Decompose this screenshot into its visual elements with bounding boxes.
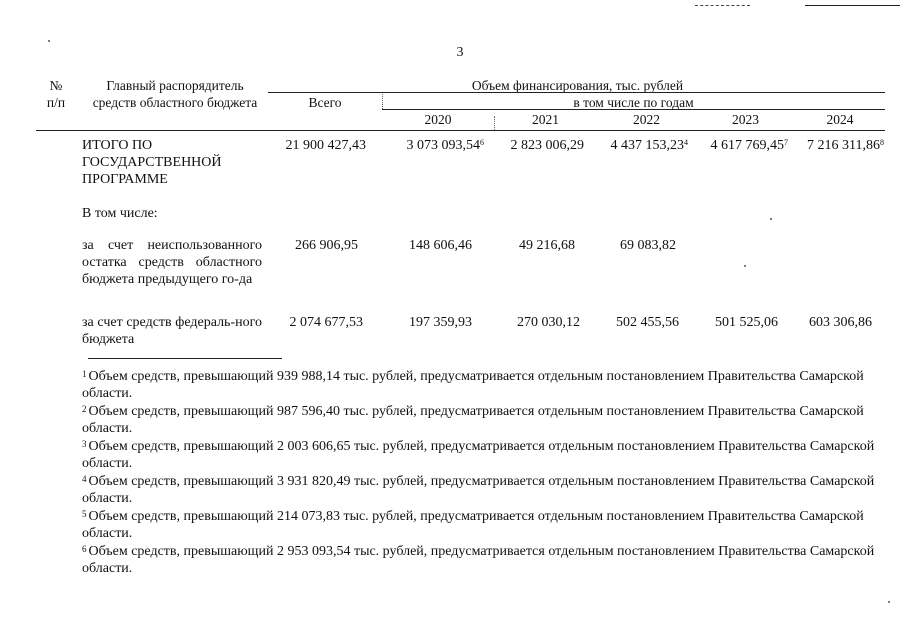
col-header-year-2021: 2021 xyxy=(532,112,559,127)
cell-2021: 270 030,12 xyxy=(517,315,580,330)
footnote-mark: 4 xyxy=(82,474,87,484)
col-header-manager: Главный распорядитель средств областного бюджета xyxy=(92,78,258,110)
cell-2021: 2 823 006,29 xyxy=(510,138,584,153)
footnote-text: Объем средств, превышающий 2 953 093,54 тыс. рублей, предусматривается отдельным постановлением Правительства Самарской области. xyxy=(82,544,875,576)
footnote xyxy=(82,403,877,437)
scan-speck xyxy=(744,265,746,267)
col-header-year-2024: 2024 xyxy=(826,112,854,127)
cell-2022: 502 455,56 xyxy=(616,315,679,330)
header-rule-funding xyxy=(268,92,885,93)
footnote xyxy=(82,473,877,507)
scan-artifact xyxy=(695,5,750,6)
footnote-text: Объем средств, превышающий 214 073,83 тыс. рублей, предусматривается отдельным постановлением Правительства Самарской области. xyxy=(82,509,864,541)
row-label-unused-balance: за счет неиспользованного остатка средств областного бюджета предыдущего го-да xyxy=(82,238,262,287)
cell-2024: 603 306,86 xyxy=(809,315,872,330)
scan-artifact xyxy=(805,5,900,6)
footnote xyxy=(82,543,877,577)
footnote-mark: 5 xyxy=(82,509,87,519)
footnote-text: Объем средств, превышающий 3 931 820,49 тыс. рублей, предусматривается отдельным постановлением Правительства Самарской области. xyxy=(82,474,875,506)
footnote-mark: 3 xyxy=(82,439,87,449)
header-divider xyxy=(382,94,383,109)
footnote xyxy=(82,438,877,472)
row-label-total: ИТОГО ПО ГОСУДАРСТВЕННОЙ ПРОГРАММЕ xyxy=(82,138,222,187)
header-divider xyxy=(494,116,495,130)
footnote-mark: 1 xyxy=(82,369,87,379)
cell-2022: 69 083,82 xyxy=(620,238,676,253)
col-header-funding: Объем финансирования, тыс. рублей xyxy=(471,78,684,93)
scan-speck xyxy=(770,218,772,220)
cell-total: 266 906,95 xyxy=(295,238,358,253)
footnote-mark: 2 xyxy=(82,404,87,414)
cell-total: 21 900 427,43 xyxy=(285,138,366,153)
footnote-mark: 6 xyxy=(82,544,87,554)
cell-2020: 148 606,46 xyxy=(409,238,472,253)
footnote-text: Объем средств, превышающий 987 596,40 тыс. рублей, предусматривается отдельным постановлением Правительства Самарской области. xyxy=(82,404,864,436)
cell-2024: 7 216 311,86$^8$ xyxy=(807,138,884,153)
cell-2022: 4 437 153,23$^4$ xyxy=(610,138,688,153)
footnote xyxy=(82,368,877,402)
col-header-number: № п/п xyxy=(46,78,66,110)
cell-total: 2 074 677,53 xyxy=(289,315,363,330)
row-label-including: В том числе: xyxy=(82,206,158,221)
cell-2020: 3 073 093,54$^6$ xyxy=(406,138,484,153)
cell-2021: 49 216,68 xyxy=(519,238,575,253)
col-header-total: Всего xyxy=(308,95,342,110)
row-label-federal-budget: за счет средств федераль-ного бюджета xyxy=(82,315,262,347)
footnote-text: Объем средств, превышающий 939 988,14 тыс. рублей, предусматривается отдельным постановлением Правительства Самарской области. xyxy=(82,369,864,401)
footnote-separator xyxy=(88,358,282,359)
cell-2023: 501 525,06 xyxy=(715,315,778,330)
page-number: 3 xyxy=(456,45,464,60)
col-header-year-2023: 2023 xyxy=(732,112,759,127)
cell-2020: 197 359,93 xyxy=(409,315,472,330)
scan-speck xyxy=(48,40,50,42)
header-rule-years xyxy=(382,109,885,110)
scan-speck xyxy=(888,601,890,603)
col-header-year-2020: 2020 xyxy=(424,112,452,127)
col-header-by-years: в том числе по годам xyxy=(573,95,694,110)
footnote xyxy=(82,508,877,542)
cell-2023: 4 617 769,45$^7$ xyxy=(710,138,788,153)
header-bottom-rule xyxy=(36,130,885,131)
col-header-year-2022: 2022 xyxy=(633,112,660,127)
footnote-text: Объем средств, превышающий 2 003 606,65 тыс. рублей, предусматривается отдельным постановлением Правительства Самарской области. xyxy=(82,439,875,471)
